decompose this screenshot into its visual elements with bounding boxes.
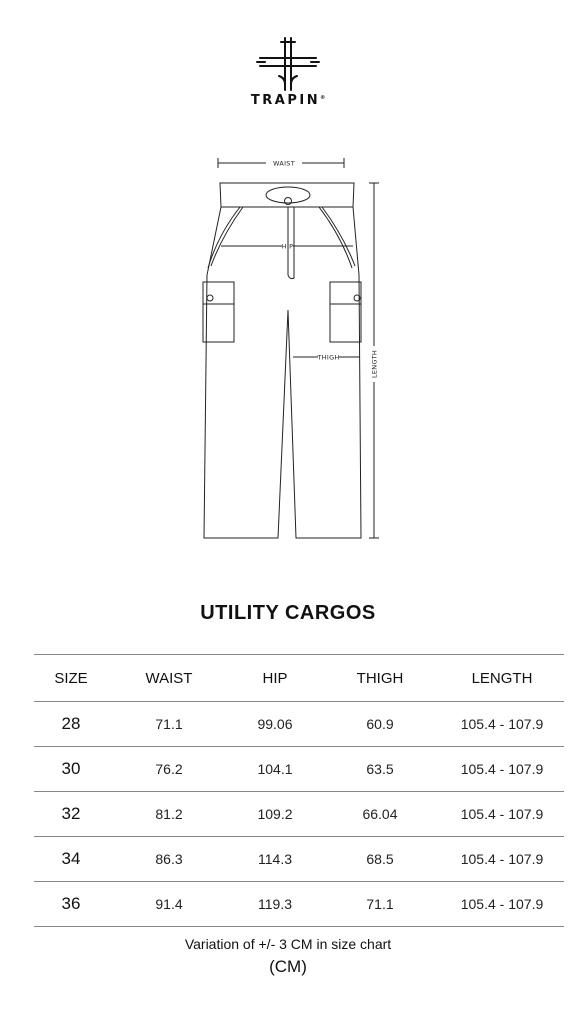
cell-size: 34	[34, 837, 108, 882]
cell-waist: 81.2	[108, 792, 230, 837]
cell-length: 105.4 - 107.9	[440, 837, 564, 882]
table-header-row	[34, 655, 564, 702]
cell-thigh: 71.1	[320, 882, 440, 927]
cell-hip: 104.1	[230, 747, 320, 792]
thigh-label: THIGH	[317, 353, 340, 362]
cell-length: 105.4 - 107.9	[440, 882, 564, 927]
brand-name: TRAPIN®	[250, 93, 326, 108]
header-length: LENGTH	[440, 655, 564, 702]
hip-label: HIP	[281, 242, 294, 251]
cell-hip: 109.2	[230, 792, 320, 837]
pants-diagram	[0, 140, 576, 550]
product-title: UTILITY CARGOS	[200, 602, 376, 624]
table-row	[34, 837, 564, 882]
table-row	[34, 702, 564, 747]
cell-waist: 71.1	[108, 702, 230, 747]
brand-header	[0, 0, 576, 130]
cell-thigh: 68.5	[320, 837, 440, 882]
cell-waist: 91.4	[108, 882, 230, 927]
cell-size: 28	[34, 702, 108, 747]
cell-length: 105.4 - 107.9	[440, 747, 564, 792]
cell-thigh: 63.5	[320, 747, 440, 792]
cell-hip: 99.06	[230, 702, 320, 747]
header-waist: WAIST	[108, 655, 230, 702]
cell-size: 30	[34, 747, 108, 792]
table-row	[34, 792, 564, 837]
cell-thigh: 66.04	[320, 792, 440, 837]
cross-sigil-icon	[255, 36, 321, 92]
cell-length: 105.4 - 107.9	[440, 792, 564, 837]
header-hip: HIP	[230, 655, 320, 702]
cell-hip: 119.3	[230, 882, 320, 927]
cell-length: 105.4 - 107.9	[440, 702, 564, 747]
table-row	[34, 747, 564, 792]
cell-waist: 76.2	[108, 747, 230, 792]
header-thigh: THIGH	[320, 655, 440, 702]
cell-hip: 114.3	[230, 837, 320, 882]
variation-note: Variation of +/- 3 CM in size chart	[184, 936, 392, 952]
waist-label: WAIST	[272, 159, 296, 168]
cell-thigh: 60.9	[320, 702, 440, 747]
header-size: SIZE	[34, 655, 108, 702]
length-label: LENGTH	[370, 349, 379, 379]
cell-waist: 86.3	[108, 837, 230, 882]
size-chart-table	[34, 654, 564, 927]
cell-size: 32	[34, 792, 108, 837]
table-row	[34, 882, 564, 927]
cell-size: 36	[34, 882, 108, 927]
unit-label: (CM)	[269, 957, 307, 976]
